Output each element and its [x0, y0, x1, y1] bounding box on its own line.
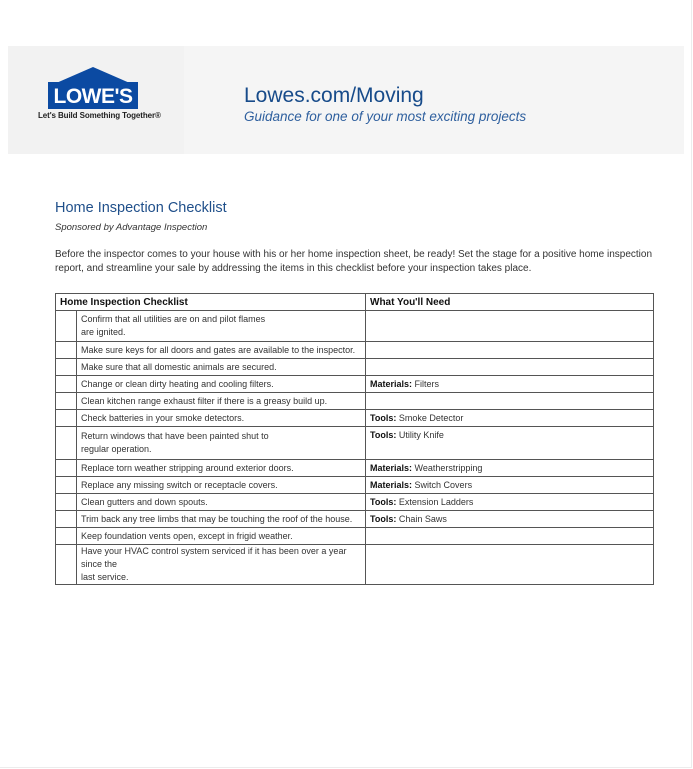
task-line: Keep foundation vents open, except in frigid weather. [81, 530, 293, 541]
checkbox-cell[interactable] [56, 427, 77, 460]
task-line: Return windows that have been painted shut to [81, 431, 269, 441]
checkbox-cell[interactable] [56, 311, 77, 342]
table-row [56, 528, 654, 545]
table-row [56, 427, 654, 460]
table-row [56, 460, 654, 477]
table-row [56, 494, 654, 511]
task-cell [77, 545, 366, 585]
logo-wordmark: LOWE'S [53, 85, 133, 108]
need-cell [366, 427, 654, 460]
task-line: Replace any missing switch or receptacle covers. [81, 479, 278, 490]
checkbox-cell[interactable] [56, 494, 77, 511]
need-value: Utility Knife [398, 430, 444, 440]
table-row [56, 393, 654, 410]
site-title: Lowes.com/Moving [244, 84, 424, 107]
need-cell [366, 342, 654, 359]
task-line: Check batteries in your smoke detectors. [81, 412, 245, 423]
task-line: Clean kitchen range exhaust filter if there is a greasy build up. [81, 395, 328, 406]
task-cell [77, 511, 366, 528]
need-value: Chain Saws [398, 513, 447, 524]
header-what-you-need: What You'll Need [366, 294, 654, 311]
task-line-continued: are ignited. [81, 327, 126, 337]
need-cell [366, 511, 654, 528]
table-row [56, 342, 654, 359]
need-value: Switch Covers [414, 479, 473, 490]
need-cell [366, 477, 654, 494]
task-cell [77, 460, 366, 477]
document-title: Home Inspection Checklist [55, 200, 227, 216]
task-line: Replace torn weather stripping around exterior doors. [81, 462, 294, 473]
task-line: Confirm that all utilities are on and pilot flames [81, 314, 266, 324]
task-line-continued: regular operation. [81, 444, 152, 454]
task-line: Clean gutters and down spouts. [81, 496, 208, 507]
task-line: Make sure keys for all doors and gates are available to the inspector. [81, 344, 356, 355]
lowes-logo [46, 66, 140, 110]
task-line: Trim back any tree limbs that may be touching the roof of the house. [81, 513, 353, 524]
need-cell [366, 410, 654, 427]
header-checklist: Home Inspection Checklist [56, 294, 366, 311]
need-cell [366, 359, 654, 376]
task-cell [77, 528, 366, 545]
task-cell [77, 410, 366, 427]
need-cell [366, 528, 654, 545]
logo-tagline: Let's Build Something Together® [38, 111, 161, 120]
logo-roof [54, 67, 132, 84]
table-header-row [56, 294, 654, 311]
table-row [56, 511, 654, 528]
task-cell [77, 427, 366, 460]
checkbox-cell[interactable] [56, 393, 77, 410]
need-label: Tools: [370, 496, 397, 507]
need-cell [366, 460, 654, 477]
checkbox-cell[interactable] [56, 528, 77, 545]
need-label: Tools: [370, 412, 397, 423]
task-cell [77, 342, 366, 359]
table-row [56, 359, 654, 376]
checkbox-cell[interactable] [56, 342, 77, 359]
need-cell [366, 311, 654, 342]
task-line: Make sure that all domestic animals are secured. [81, 361, 277, 372]
need-cell [366, 376, 654, 393]
need-value: Weatherstripping [414, 462, 483, 473]
need-value: Smoke Detector [398, 412, 464, 423]
checkbox-cell[interactable] [56, 359, 77, 376]
document-intro: Before the inspector comes to your house with his or her home inspection sheet, be ready! Set the stage for a positive home inspection report, and streamline your sale by addressing the items in this checklist before your inspection takes place. [55, 249, 653, 274]
site-subtitle: Guidance for one of your most exciting projects [244, 109, 527, 124]
document-sponsor: Sponsored by Advantage Inspection [55, 222, 208, 233]
task-line: Change or clean dirty heating and cooling filters. [81, 378, 274, 389]
need-label: Materials: [370, 378, 413, 389]
need-cell [366, 494, 654, 511]
task-cell [77, 359, 366, 376]
need-value: Extension Ladders [398, 496, 474, 507]
table-row [56, 311, 654, 342]
checkbox-cell[interactable] [56, 511, 77, 528]
checkbox-cell[interactable] [56, 545, 77, 585]
table-row [56, 410, 654, 427]
inspection-checklist-table [55, 293, 654, 585]
need-label: Materials: [370, 479, 413, 490]
checkbox-cell[interactable] [56, 376, 77, 393]
need-cell [366, 393, 654, 410]
checkbox-cell[interactable] [56, 460, 77, 477]
table-row [56, 477, 654, 494]
task-line-continued: last service. [81, 572, 129, 582]
need-label: Materials: [370, 462, 413, 473]
need-cell [366, 545, 654, 585]
task-cell [77, 393, 366, 410]
table-row [56, 545, 654, 585]
need-value: Filters [414, 378, 440, 389]
checkbox-cell[interactable] [56, 410, 77, 427]
need-label: Tools: [370, 513, 397, 524]
task-cell [77, 376, 366, 393]
task-cell [77, 477, 366, 494]
task-cell [77, 494, 366, 511]
table-row [56, 376, 654, 393]
task-cell [77, 311, 366, 342]
task-line: Have your HVAC control system serviced if it has been over a year since the [81, 546, 347, 569]
need-label: Tools: [370, 430, 397, 440]
checkbox-cell[interactable] [56, 477, 77, 494]
